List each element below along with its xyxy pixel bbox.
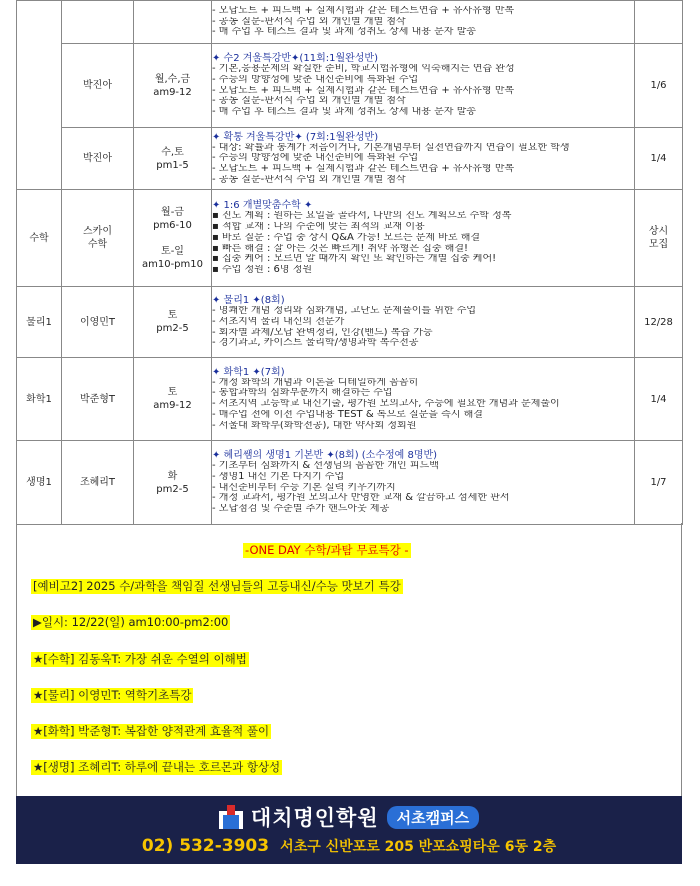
description-line: - 명쾌한 개념 정리와 심화개념, 고난도 문제풀이를 위한 수업 (212, 306, 477, 317)
description-line: - 수능의 방향성에 맞춘 내신준비에 특화된 수업 (212, 74, 419, 85)
teacher-cell (62, 1, 134, 44)
description-line: - 매 수업 후 테스트 결과 및 과제 성취도 상세 내용 문자 발송 (212, 27, 476, 38)
schedule-cell: 화 pm2-5 (134, 441, 212, 525)
description-line: - 서울대 화학부(화학전공), 대한 약사회 정회원 (212, 420, 417, 431)
free-lecture-date: ▶일시: 12/22(일) am10:00-pm2:00 (33, 615, 229, 629)
description-line: - 통합과학의 심화부분까지 해결하는 수업 (212, 388, 393, 399)
description-cell (212, 358, 635, 441)
campus-badge: 서초캠퍼스 (387, 806, 479, 829)
description-line: - 기초부터 심화까지 & 선생님의 꼼꼼한 개인 피드백 (212, 461, 439, 472)
free-lecture-intro: [예비고2] 2025 수/과학을 책임질 선생님들의 고등내신/수능 맛보기 특강 (33, 579, 401, 593)
description-line: - 오답노트 + 피드백 + 실제시험과 같은 테스트연습 + 유사유형 반복 (212, 164, 515, 174)
description-cell (212, 44, 635, 128)
free-lecture-item: ★[수학] 김동욱T: 가장 쉬운 수열의 이해법 (33, 652, 247, 666)
free-lecture-section (16, 523, 682, 797)
subject-cell: 생명1 (17, 441, 62, 525)
tuition-cell (635, 1, 683, 44)
description-line: ▪ 바로 질문 : 수업 중 상시 Q&A 가능! 모르는 문제 바로 해결 (212, 232, 481, 243)
description-line: - 생명1 내신 기본 다지기 수업 (212, 471, 345, 482)
free-lecture-title: -ONE DAY 수학/과탐 무료특강 - (245, 543, 409, 557)
tuition-cell: 1/4 (635, 358, 683, 441)
teacher-cell: 박준형T (62, 358, 134, 441)
schedule-cell: 수,토 pm1-5 (134, 128, 212, 190)
description-line: - 공동 질문-판서식 수업 외 개인별 개별 첨삭 (212, 16, 406, 27)
description-line: - 내신준비부터 수능 기본 실력 키우기까지 (212, 482, 396, 493)
description-line: - 경기과고, 카이스트 물리학/생명과학 복수전공 (212, 338, 419, 349)
free-lecture-item: ★[물리] 이영민T: 역학기초특강 (33, 688, 192, 702)
description-cell (212, 128, 635, 190)
tuition-cell: 1/7 (635, 441, 683, 525)
description-line: ▪ 적합 교재 : 나의 수준에 맞는 최적의 교재 이용 (212, 222, 425, 233)
description-cell (212, 190, 635, 287)
teacher-cell: 박진아 (62, 128, 134, 190)
description-line: ▪ 집중 케어 : 모르면 알 때까지 확인 또 확인하는 개별 집중 케어! (212, 254, 497, 265)
table-row (17, 1, 683, 44)
schedule-cell: 토 am9-12 (134, 358, 212, 441)
table-row (17, 128, 683, 190)
free-lecture-item: ★[생명] 조혜리T: 하루에 끝내는 호르몬과 항상성 (33, 760, 281, 774)
tuition-cell: 1/6 (635, 44, 683, 128)
description-cell (212, 1, 635, 44)
table-row (17, 441, 683, 525)
class-title: ✦ 1:6 개별맞춤수학 ✦ (212, 200, 313, 212)
class-title: ✦ 화학1 ✦(7회) (212, 366, 285, 378)
schedule-sheet (16, 0, 682, 525)
class-schedule-table (16, 0, 683, 525)
description-line: - 오답노트 + 피드백 + 실제시험과 같은 테스트연습 + 유사유형 반복 (212, 85, 515, 96)
class-title: ✦ 물리1 ✦(8회) (212, 295, 285, 307)
description-line: - 서초지역 고등학교 내신기출, 평가원 모의고사, 수능에 필요한 개념과 문제풀이 (212, 399, 560, 410)
tuition-cell: 상시 모집 (635, 190, 683, 287)
description-line: ▪ 진도 계획 : 원하는 요일을 골라서, 나만의 진도 계획으로 수학 정복 (212, 211, 512, 222)
tuition-cell: 12/28 (635, 287, 683, 358)
subject-cell: 수학 (17, 190, 62, 287)
table-row (17, 190, 683, 287)
description-line: - 기본,응용문제의 확실한 준비, 학교시험유형에 익숙해지는 연습 완성 (212, 64, 515, 75)
subject-cell: 물리1 (17, 287, 62, 358)
description-line: ▪ 빠른 해결 : 잘 아는 것은 빠르게! 취약 유형은 집중 해결! (212, 243, 468, 254)
table-row (17, 44, 683, 128)
teacher-cell: 박진아 (62, 44, 134, 128)
tuition-cell: 1/4 (635, 128, 683, 190)
class-title: ✦ 확통 겨울특강반✦ (7회:1월완성반) (212, 131, 379, 143)
teacher-cell: 조혜리T (62, 441, 134, 525)
description-cell (212, 441, 635, 525)
description-line: - 매수업 전에 이전 수업내용 TEST & 톡으로 질문을 즉시 해결 (212, 409, 483, 420)
schedule-cell (134, 1, 212, 44)
phone-number[interactable]: 02) 532-3903 (141, 836, 270, 856)
description-line: - 서초지역 물리 내신의 전문가 (212, 316, 345, 327)
schedule-cell: 토 pm2-5 (134, 287, 212, 358)
address: 서초구 신반포로 205 반포쇼핑타운 6동 2층 (280, 839, 557, 855)
academy-name: 대치명인학원 (250, 806, 379, 830)
description-line: ▪ 수업 정원 : 6명 정원 (212, 264, 313, 275)
description-line: - 오답점검 및 수준별 추가 핸드아웃 제공 (212, 504, 390, 515)
description-line: - 수능의 방향성에 맞춘 내신준비에 특화된 수업 (212, 153, 419, 164)
schedule-cell: 월,수,금 am9-12 (134, 44, 212, 128)
description-line: - 공동 질문-판서식 수업 외 개인별 개별 첨삭 (212, 174, 406, 185)
subject-cell (17, 1, 62, 190)
description-line: - 오답노트 + 피드백 + 실제시험과 같은 테스트연습 + 유사유형 반복 (212, 5, 515, 16)
description-cell (212, 287, 635, 358)
description-line: - 대상: 확률과 통계가 처음이거나, 기본개념부터 실전연습까지 연습이 필요한 학생 (212, 142, 570, 153)
description-line: - 회차별 과제/오답 완벽정리, 인강(밴드) 복습 가능 (212, 327, 433, 338)
description-line: - 개정 화학의 개념과 이론을 디테일하게 꼼꼼히 (212, 377, 419, 388)
table-row (17, 358, 683, 441)
academy-logo-icon (219, 805, 243, 829)
teacher-cell: 이영민T (62, 287, 134, 358)
description-line: - 개정 교과서, 평가원 모의고사 반영한 교재 & 깔끔하고 섬세한 판서 (212, 493, 510, 504)
subject-cell: 화학1 (17, 358, 62, 441)
class-title: ✦ 혜리쌤의 생명1 기본반 ✦(8회) (소수정예 8명반) (212, 450, 438, 462)
table-row (17, 287, 683, 358)
teacher-cell: 스카이 수학 (62, 190, 134, 287)
description-line: - 매 수업 후 테스트 결과 및 과제 성취도 상세 내용 문자 발송 (212, 107, 476, 118)
description-line: - 공동 질문-판서식 수업 외 개인별 개별 첨삭 (212, 96, 406, 107)
academy-banner (16, 796, 682, 864)
schedule-cell: 월-금 pm6-10 토-일 am10-pm10 (134, 190, 212, 287)
class-title: ✦ 수2 겨울특강반✦(11회:1월완성반) (212, 53, 378, 65)
free-lecture-item: ★[화학] 박준형T: 복잡한 양적관계 효율적 풀이 (33, 724, 270, 738)
